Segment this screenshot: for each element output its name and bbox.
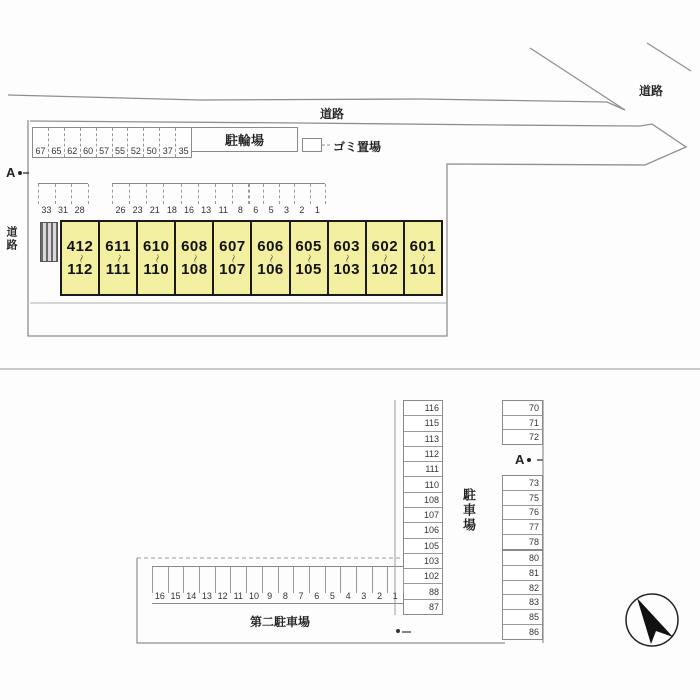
second-parking-spot-cell bbox=[152, 567, 168, 603]
second-parking-spot-cell bbox=[183, 567, 199, 603]
unit-tilde: 〜 bbox=[75, 253, 86, 263]
parking-space-cell bbox=[404, 447, 442, 462]
building-unit bbox=[174, 222, 212, 294]
spot-number: 6 bbox=[314, 591, 320, 601]
parking-space-cell bbox=[503, 430, 542, 444]
spot-number: 16 bbox=[184, 205, 195, 215]
unit-hi: 608 bbox=[181, 237, 208, 255]
spot-number: 13 bbox=[201, 205, 212, 215]
spot-number: 16 bbox=[154, 591, 165, 601]
spot-number: 5 bbox=[329, 591, 335, 601]
spot-number: 2 bbox=[299, 205, 305, 215]
building-unit bbox=[289, 222, 327, 294]
spot-number: 3 bbox=[284, 205, 290, 215]
parking-space-cell bbox=[404, 401, 442, 416]
spot-number: 7 bbox=[298, 591, 304, 601]
parking-space-cell bbox=[404, 600, 442, 614]
spot-number: 83 bbox=[528, 597, 539, 608]
parking-space-cell bbox=[404, 462, 442, 477]
bicycle-spot-cell bbox=[160, 128, 176, 157]
parking-space-cell bbox=[404, 569, 442, 584]
second-parking-spot-cell bbox=[309, 567, 325, 603]
parking-spot-cell bbox=[215, 184, 232, 216]
road-label-right: 道路 bbox=[639, 84, 664, 98]
unit-lo: 110 bbox=[143, 260, 170, 278]
spot-number: 6 bbox=[253, 205, 259, 215]
parking-right-column-b bbox=[502, 475, 543, 550]
spot-number: 65 bbox=[51, 146, 62, 156]
parking-grid-row1 bbox=[38, 183, 88, 216]
second-parking-spot-cell bbox=[356, 567, 372, 603]
point-marker-dot bbox=[396, 629, 400, 633]
parking-grid-row3 bbox=[248, 183, 325, 216]
spot-number: 81 bbox=[528, 567, 539, 578]
spot-number: 9 bbox=[267, 591, 273, 601]
road-upper-edge bbox=[8, 95, 625, 110]
second-parking-label: 第二駐車場 bbox=[249, 615, 310, 629]
building-unit bbox=[250, 222, 288, 294]
unit-hi: 607 bbox=[219, 237, 246, 255]
unit-tilde: 〜 bbox=[342, 253, 353, 263]
unit-tilde: 〜 bbox=[113, 253, 124, 263]
unit-hi: 601 bbox=[409, 237, 437, 255]
spot-number: 108 bbox=[423, 494, 439, 505]
spot-number: 33 bbox=[41, 205, 52, 215]
parking-spot-cell bbox=[198, 184, 215, 216]
second-parking-spot-cell bbox=[293, 567, 309, 603]
spot-number: 102 bbox=[423, 571, 439, 582]
unit-lo: 112 bbox=[67, 260, 93, 278]
parking-space-cell bbox=[503, 520, 542, 535]
spot-number: 2 bbox=[376, 591, 382, 601]
spot-number: 60 bbox=[83, 146, 94, 156]
stairs-hatch bbox=[40, 222, 58, 262]
unit-lo: 108 bbox=[181, 260, 208, 278]
spot-number: 55 bbox=[114, 146, 125, 156]
parking-space-cell bbox=[503, 610, 542, 625]
second-parking-spot-strip bbox=[152, 566, 403, 604]
spot-number: 50 bbox=[146, 146, 157, 156]
second-parking-spot-cell bbox=[340, 567, 356, 603]
unit-lo: 102 bbox=[371, 260, 399, 278]
building-unit bbox=[403, 222, 441, 294]
parking-spot-cell bbox=[181, 184, 198, 216]
parking-grid-row2 bbox=[112, 183, 249, 216]
spot-number: 78 bbox=[528, 537, 539, 548]
spot-number: 10 bbox=[248, 591, 259, 601]
parking-space-cell bbox=[404, 477, 442, 492]
spot-number: 26 bbox=[115, 205, 126, 215]
spot-number: 21 bbox=[149, 205, 160, 215]
bicycle-parking-label: 駐輪場 bbox=[224, 133, 264, 148]
spot-number: 1 bbox=[314, 205, 320, 215]
second-parking-spot-cell bbox=[215, 567, 231, 603]
parking-space-cell bbox=[404, 416, 442, 431]
parking-space-cell bbox=[404, 493, 442, 508]
parking-spot-cell bbox=[38, 184, 55, 216]
spot-number: 11 bbox=[218, 205, 228, 215]
spot-number: 57 bbox=[99, 146, 110, 156]
compass-icon bbox=[624, 592, 680, 648]
spot-number: 110 bbox=[424, 479, 439, 490]
spot-number: 77 bbox=[528, 522, 539, 533]
spot-number: 12 bbox=[217, 591, 228, 601]
parking-right-column-a bbox=[502, 400, 543, 445]
bicycle-spot-cell bbox=[33, 128, 49, 157]
parking-spot-cell bbox=[112, 184, 129, 216]
spot-number: 80 bbox=[528, 552, 539, 563]
unit-lo: 107 bbox=[219, 260, 246, 278]
second-parking-spot-cell bbox=[230, 567, 246, 603]
parking-space-cell bbox=[404, 523, 442, 538]
parking-space-cell bbox=[503, 566, 542, 581]
unit-hi: 610 bbox=[142, 237, 170, 255]
parking-space-cell bbox=[503, 506, 542, 521]
spot-number: 72 bbox=[528, 432, 539, 443]
spot-number: 82 bbox=[528, 582, 539, 593]
section-marker-a-top-text: A bbox=[6, 165, 16, 180]
spot-number: 14 bbox=[186, 591, 197, 601]
building-unit bbox=[365, 222, 403, 294]
spot-number: 35 bbox=[178, 146, 189, 156]
bicycle-spot-cell bbox=[176, 128, 191, 157]
parking-space-cell bbox=[503, 401, 542, 416]
parking-space-cell bbox=[503, 535, 542, 549]
spot-number: 115 bbox=[424, 418, 439, 429]
unit-lo: 105 bbox=[295, 260, 322, 278]
second-parking-spot-cell bbox=[278, 567, 294, 603]
spot-number: 15 bbox=[170, 591, 181, 601]
section-marker-dot bbox=[527, 458, 531, 462]
parking-spot-cell bbox=[71, 184, 88, 216]
spot-number: 1 bbox=[392, 591, 398, 601]
spot-number: 67 bbox=[35, 146, 46, 156]
spot-number: 37 bbox=[162, 146, 173, 156]
spot-number: 86 bbox=[528, 627, 539, 638]
bicycle-spot-cell bbox=[65, 128, 81, 157]
bicycle-spot-cell bbox=[49, 128, 65, 157]
parking-space-cell bbox=[503, 476, 542, 491]
unit-hi: 611 bbox=[105, 237, 131, 255]
second-parking-spot-cell bbox=[372, 567, 388, 603]
spot-number: 105 bbox=[423, 540, 439, 551]
bicycle-spot-cell bbox=[113, 128, 129, 157]
spot-number: 116 bbox=[424, 403, 439, 414]
second-parking-spot-cell bbox=[168, 567, 184, 603]
parking-spot-cell bbox=[129, 184, 146, 216]
spot-number: 111 bbox=[425, 464, 439, 475]
parking-spot-cell bbox=[294, 184, 309, 216]
parking-spot-cell bbox=[146, 184, 163, 216]
spot-number: 4 bbox=[345, 591, 351, 601]
unit-hi: 602 bbox=[371, 237, 399, 255]
unit-hi: 603 bbox=[333, 237, 360, 255]
unit-tilde: 〜 bbox=[418, 253, 429, 263]
parking-space-cell bbox=[503, 595, 542, 610]
spot-number: 88 bbox=[428, 586, 439, 597]
garbage-box bbox=[302, 138, 322, 152]
parking-spot-cell bbox=[163, 184, 180, 216]
parking-space-cell bbox=[503, 551, 542, 566]
second-parking-spot-cell bbox=[387, 567, 403, 603]
unit-tilde: 〜 bbox=[227, 253, 238, 263]
spot-number: 87 bbox=[428, 601, 439, 612]
second-parking-spot-cell bbox=[246, 567, 262, 603]
parking-space-cell bbox=[503, 581, 542, 596]
parking-left-column bbox=[403, 400, 443, 615]
spot-number: 103 bbox=[423, 555, 439, 566]
spot-number: 18 bbox=[166, 205, 177, 215]
unit-tilde: 〜 bbox=[266, 253, 277, 263]
spot-number: 113 bbox=[424, 433, 439, 444]
spot-number: 85 bbox=[528, 612, 539, 623]
parking-space-cell bbox=[503, 491, 542, 506]
parking-space-cell bbox=[503, 625, 542, 639]
spot-number: 8 bbox=[237, 205, 243, 215]
unit-tilde: 〜 bbox=[380, 253, 391, 263]
building-unit bbox=[62, 222, 98, 294]
spot-number: 23 bbox=[132, 205, 143, 215]
unit-hi: 605 bbox=[295, 237, 322, 255]
unit-lo: 103 bbox=[333, 260, 360, 278]
unit-lo: 106 bbox=[257, 260, 284, 278]
parking-space-cell bbox=[404, 508, 442, 523]
parking-spot-cell bbox=[55, 184, 72, 216]
building-unit bbox=[327, 222, 365, 294]
parking-space-cell bbox=[404, 584, 442, 599]
bicycle-parking-box bbox=[191, 127, 298, 152]
parking-spot-cell bbox=[232, 184, 249, 216]
parking-lot-label: 駐車場 bbox=[461, 488, 476, 533]
second-parking-spot-cell bbox=[325, 567, 341, 603]
bicycle-spot-cell bbox=[144, 128, 160, 157]
parking-spot-cell bbox=[263, 184, 278, 216]
spot-number: 106 bbox=[423, 525, 439, 536]
parking-space-cell bbox=[404, 539, 442, 554]
unit-tilde: 〜 bbox=[189, 253, 200, 263]
spot-number: 62 bbox=[67, 146, 78, 156]
spot-number: 75 bbox=[528, 492, 539, 503]
second-parking-spot-cell bbox=[199, 567, 215, 603]
spot-number: 13 bbox=[201, 591, 212, 601]
section-marker-a-top bbox=[6, 165, 22, 180]
spot-number: 5 bbox=[268, 205, 274, 215]
road-label-top: 道路 bbox=[320, 107, 345, 121]
spot-number: 107 bbox=[423, 510, 439, 521]
spot-number: 70 bbox=[528, 402, 539, 413]
section-marker-a-bottom-text: A bbox=[515, 452, 525, 467]
plan-separator bbox=[0, 368, 700, 370]
road-label-left: 道路 bbox=[5, 226, 17, 252]
garbage-label: ゴミ置場 bbox=[333, 140, 382, 154]
parking-space-cell bbox=[404, 432, 442, 447]
parking-spot-cell bbox=[310, 184, 325, 216]
bicycle-spot-cell bbox=[97, 128, 113, 157]
diagonal-road-right-edge bbox=[647, 43, 691, 71]
building-unit bbox=[212, 222, 250, 294]
bicycle-spot-cell bbox=[128, 128, 144, 157]
spot-number: 76 bbox=[528, 507, 539, 518]
spot-number: 31 bbox=[58, 205, 69, 215]
parking-spot-cell bbox=[279, 184, 294, 216]
spot-number: 28 bbox=[74, 205, 85, 215]
spot-number: 112 bbox=[424, 448, 439, 459]
unit-tilde: 〜 bbox=[151, 253, 162, 263]
parking-space-cell bbox=[503, 416, 542, 431]
building-unit bbox=[98, 222, 136, 294]
spot-number: 73 bbox=[528, 477, 539, 488]
section-marker-a-bottom bbox=[515, 452, 531, 467]
unit-hi: 412 bbox=[66, 237, 94, 255]
spot-number: 52 bbox=[130, 146, 141, 156]
bicycle-spot-cell bbox=[81, 128, 97, 157]
unit-tilde: 〜 bbox=[304, 253, 315, 263]
spot-number: 11 bbox=[233, 591, 243, 601]
building-unit bbox=[136, 222, 174, 294]
parking-spot-cell bbox=[248, 184, 263, 216]
spot-number: 71 bbox=[528, 417, 539, 428]
parking-right-column-c bbox=[502, 550, 543, 640]
bicycle-spot-strip bbox=[32, 127, 192, 158]
apartment-building bbox=[60, 220, 443, 296]
second-parking-spot-cell bbox=[262, 567, 278, 603]
section-marker-dot bbox=[18, 171, 22, 175]
unit-lo: 111 bbox=[105, 260, 131, 278]
spot-number: 3 bbox=[361, 591, 367, 601]
unit-hi: 606 bbox=[257, 237, 284, 255]
parking-space-cell bbox=[404, 554, 442, 569]
unit-lo: 101 bbox=[409, 260, 437, 278]
spot-number: 8 bbox=[282, 591, 288, 601]
